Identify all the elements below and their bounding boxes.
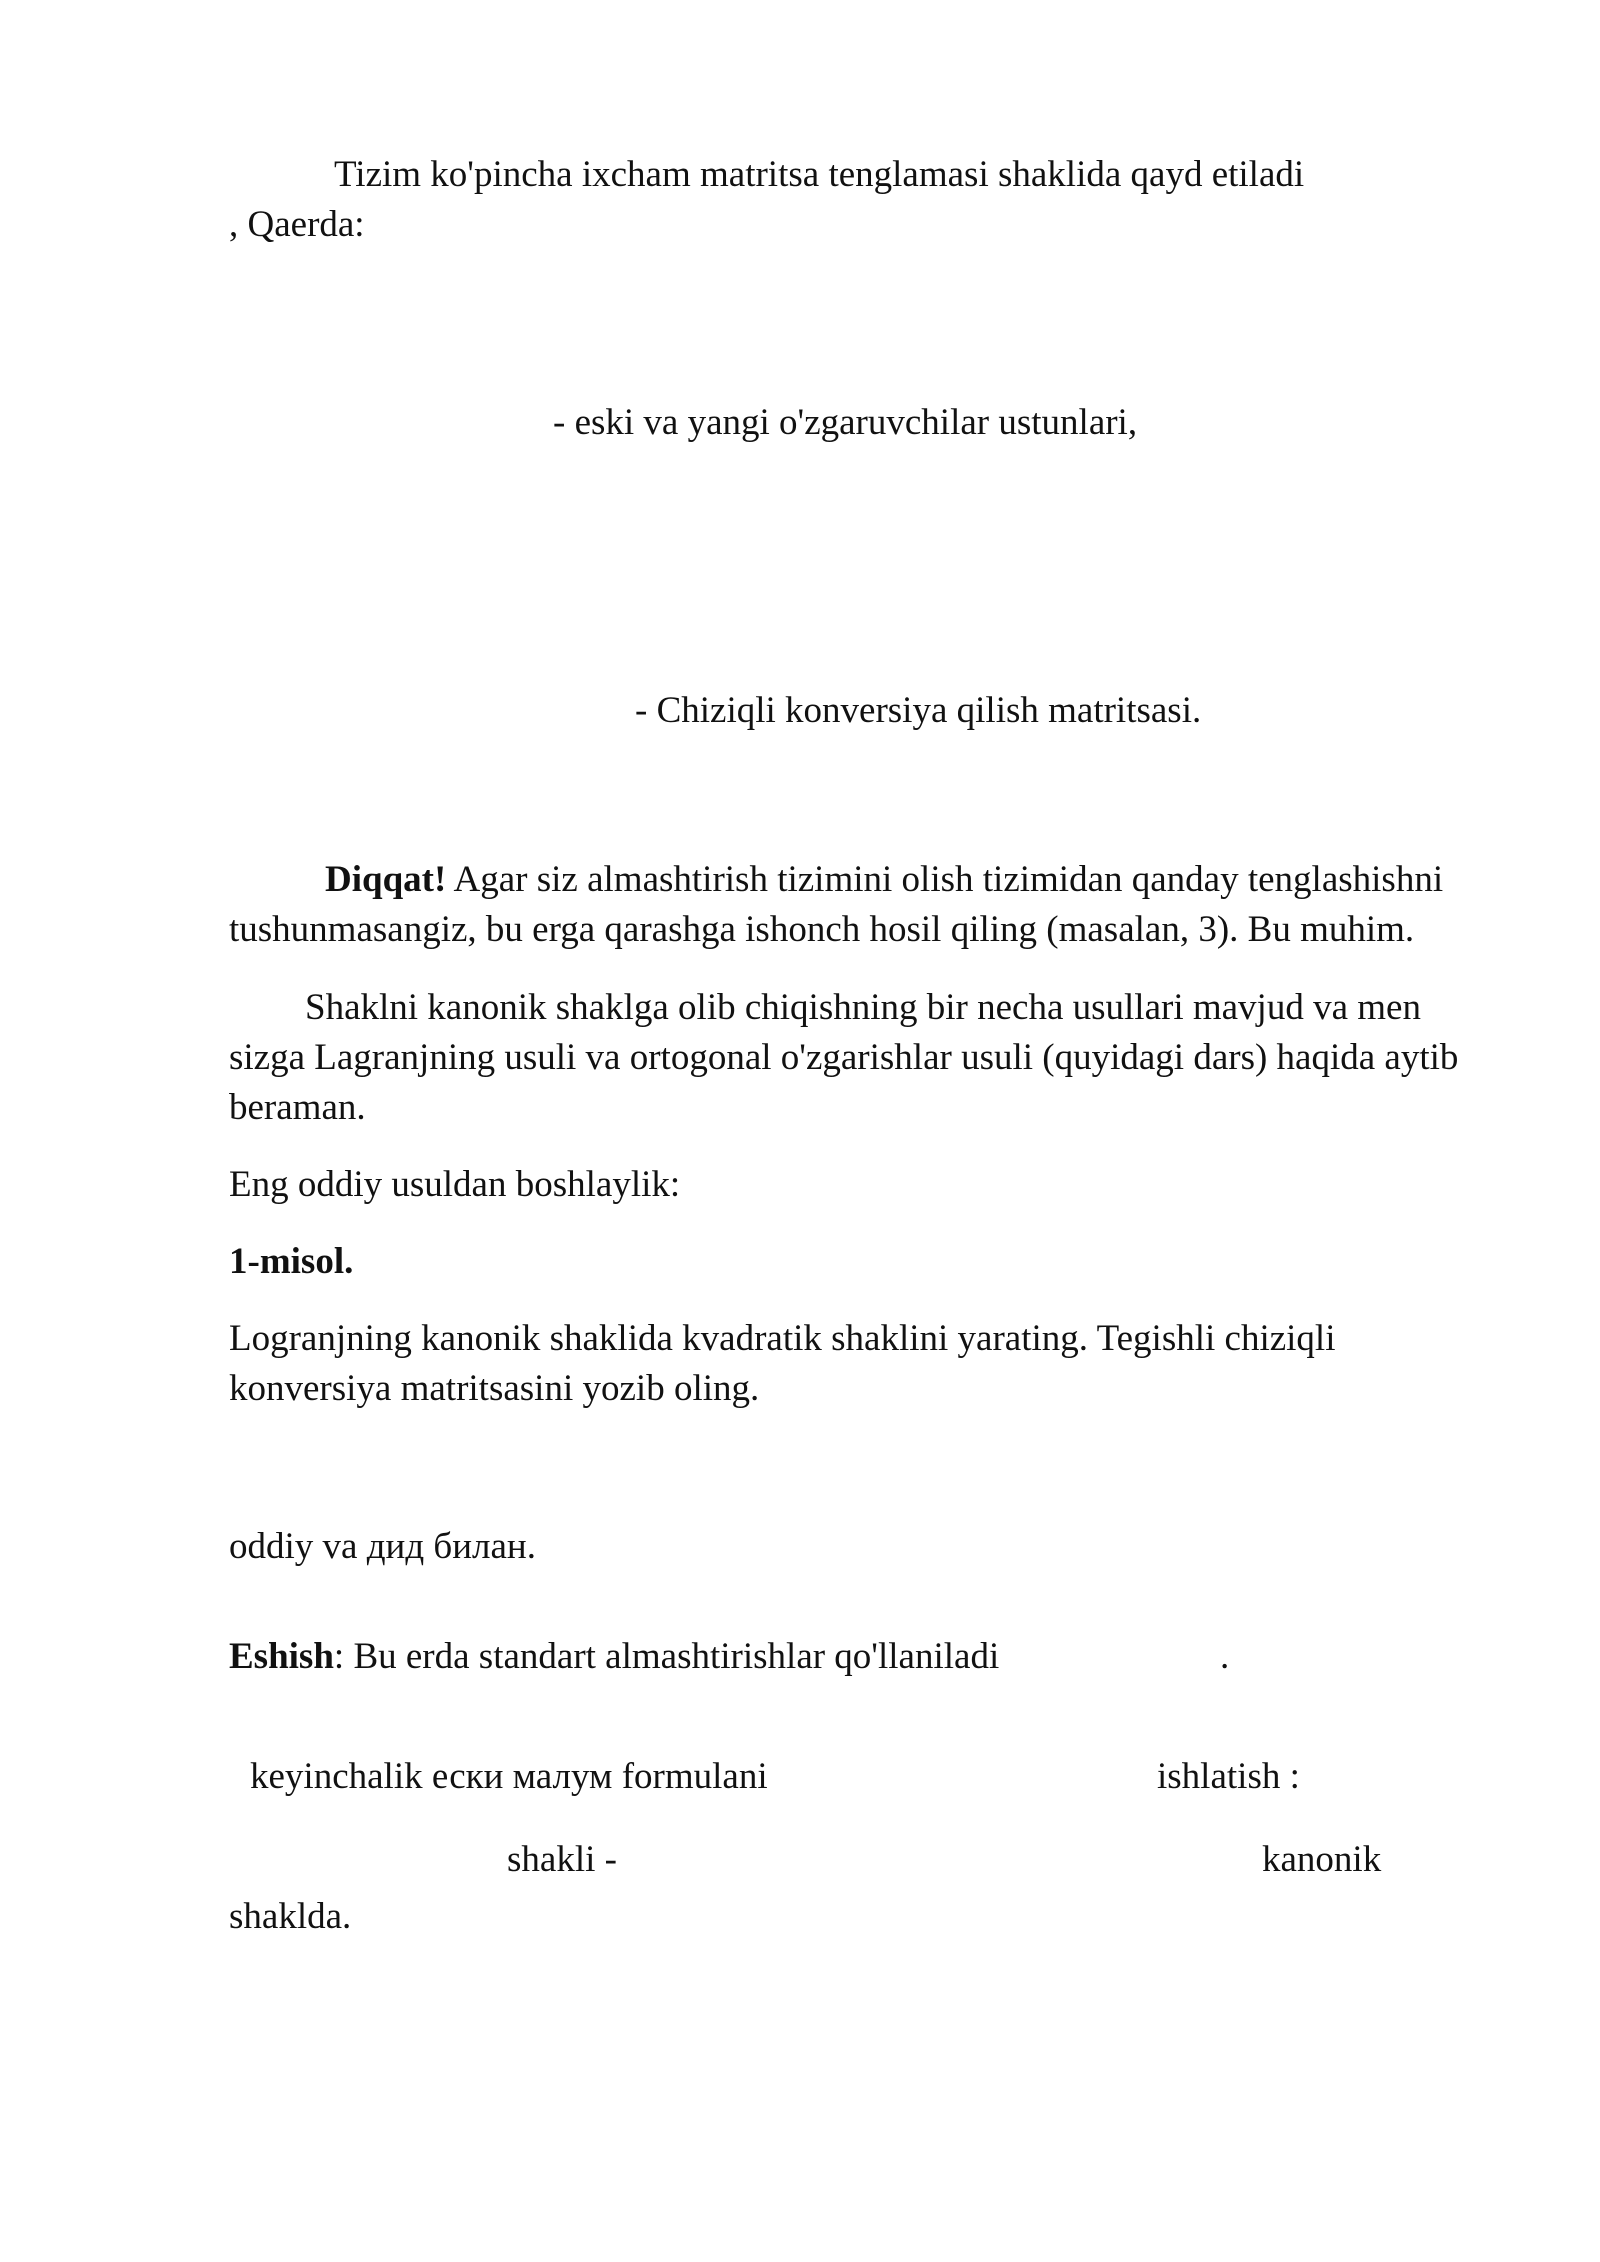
definition-line: - eski va yangi o'zgaruvchilar ustunlari, <box>553 402 1138 443</box>
paragraph-line: Logranjning kanonik shaklida kvadratik shaklini yarating. Tegishli chiziqli <box>229 1318 1336 1359</box>
formula-text-right: kanonik <box>1262 1839 1382 1880</box>
paragraph-line: , Qaerda: <box>229 204 365 245</box>
note-text: Agar siz almashtirish tizimini olish tizimidan qanday tenglashishni <box>446 859 1444 900</box>
paragraph-line: konversiya matritsasini yozib oling. <box>229 1368 760 1409</box>
solution-line <box>229 1632 999 1682</box>
definition-line: - Chiziqli konversiya qilish matritsasi. <box>635 690 1202 731</box>
paragraph-line: beraman. <box>229 1087 366 1128</box>
formula-text-left: shakli - <box>507 1839 617 1880</box>
solution-text: : Bu erda standart almashtirishlar qo'llaniladi <box>333 1636 1000 1677</box>
note-label: Diqqat! <box>325 859 447 900</box>
paragraph-line: Tizim ko'pincha ixcham matritsa tenglamasi shaklida qayd etiladi <box>334 154 1305 195</box>
note-line <box>325 855 1443 905</box>
formula-text-right: ishlatish : <box>1157 1756 1300 1797</box>
paragraph-line: Shaklni kanonik shaklga olib chiqishning bir necha usullari mavjud va men <box>305 987 1421 1028</box>
example-title: 1-misol. <box>229 1241 354 1282</box>
solution-label: Eshish <box>229 1636 334 1677</box>
solution-dot: . <box>1220 1636 1230 1677</box>
paragraph-line: Eng oddiy usuldan boshlaylik: <box>229 1164 681 1205</box>
paragraph-line: sizga Lagranjning usuli va ortogonal o'zgarishlar usuli (quyidagi dars) haqida aytib <box>229 1037 1459 1078</box>
formula-text-left: keyinchalik ески малум formulani <box>250 1756 768 1797</box>
paragraph-line: oddiy va дид билан. <box>229 1526 536 1567</box>
paragraph-line: shakldа. <box>229 1896 352 1937</box>
note-line: tushunmasangiz, bu erga qarashga ishonch hosil qiling (masalan, 3). Bu muhim. <box>229 909 1415 950</box>
